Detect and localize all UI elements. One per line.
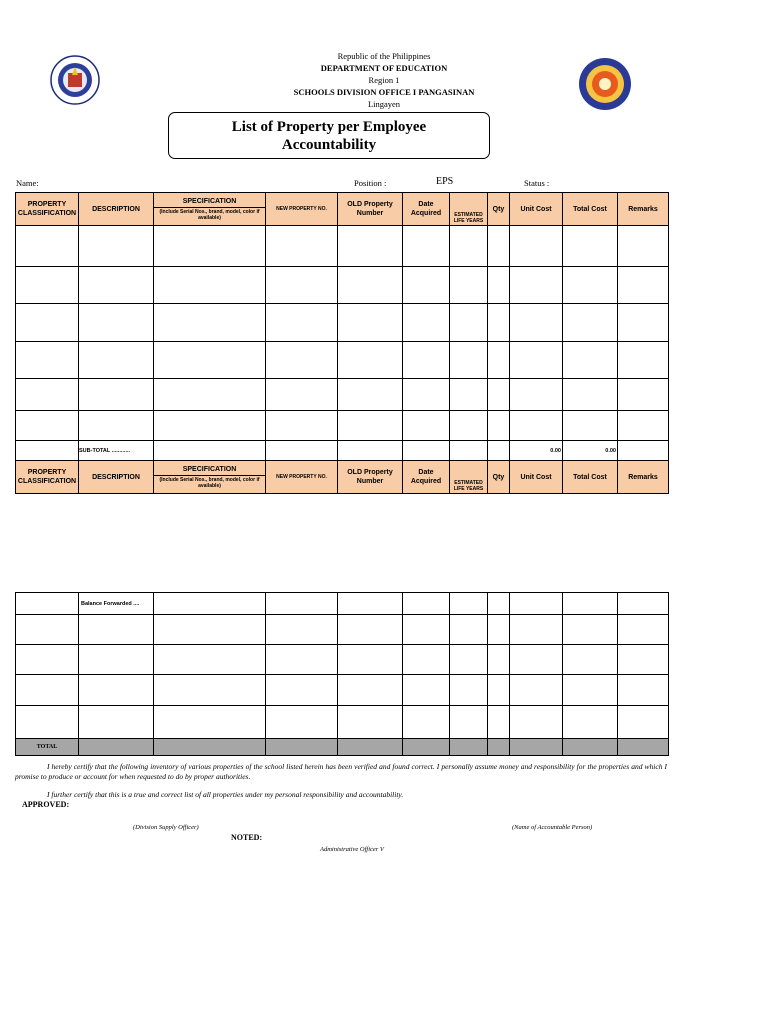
noted-label: NOTED: <box>231 833 263 842</box>
accountable-person-caption: (Name of Accountable Person) <box>512 824 593 831</box>
balance-forwarded-row <box>16 593 669 615</box>
subtotal-unit-cost: 0.00 <box>510 441 563 461</box>
col-estimated-life: ESTIMATED LIFE YEARS <box>450 461 488 494</box>
title-line-2: Accountability <box>281 137 377 153</box>
certification-paragraph-2 <box>15 790 667 800</box>
name-label: Name: <box>16 178 39 188</box>
table-header-row <box>16 193 669 226</box>
table-header-row-repeat <box>16 461 669 494</box>
certification-text-1: I hereby certify that the following inventory of various properties of the school listed herein has been verified and found correct. I personally assume money and responsibility for the properties and which I promise to produce or account for when requested to do by proper authorities. <box>15 762 667 781</box>
table-row <box>16 267 669 304</box>
table-row <box>16 706 669 739</box>
col-estimated-life: ESTIMATED LIFE YEARS <box>450 193 488 226</box>
col-remarks: Remarks <box>618 461 669 494</box>
title-line-1: List of Property per Employee <box>231 119 427 135</box>
col-unit-cost: Unit Cost <box>510 461 563 494</box>
header-region: Region 1 <box>368 75 400 85</box>
col-new-property-no: NEW PROPERTY NO. <box>266 461 338 494</box>
specification-label: SPECIFICATION <box>154 464 265 476</box>
total-row <box>16 739 669 756</box>
col-specification <box>154 461 266 494</box>
specification-label: SPECIFICATION <box>154 196 265 208</box>
table-row <box>16 379 669 411</box>
col-specification <box>154 193 266 226</box>
header-department: DEPARTMENT OF EDUCATION <box>320 63 448 73</box>
total-label: TOTAL <box>16 739 79 756</box>
status-label: Status : <box>524 178 550 188</box>
subtotal-row <box>16 441 669 461</box>
table-row <box>16 304 669 342</box>
certification-text-2: I further certify that this is a true and correct list of all properties under my personal responsibility and accountability. <box>47 790 404 799</box>
col-unit-cost: Unit Cost <box>510 193 563 226</box>
col-property-classification: PROPERTY CLASSIFICATION <box>16 461 79 494</box>
continuation-table <box>15 592 669 756</box>
col-date-acquired: Date Acquired <box>403 461 450 494</box>
col-total-cost: Total Cost <box>563 461 618 494</box>
letterhead <box>0 50 768 110</box>
position-label: Position : <box>354 178 387 188</box>
table-row <box>16 675 669 706</box>
administrative-officer-caption: Administrative Officer V <box>320 846 384 853</box>
subtotal-label: SUB-TOTAL ............ <box>79 441 154 461</box>
division-supply-officer-caption: (Division Supply Officer) <box>133 824 199 831</box>
table-row <box>16 411 669 441</box>
col-new-property-no: NEW PROPERTY NO. <box>266 193 338 226</box>
col-description: DESCRIPTION <box>79 461 154 494</box>
col-old-property-number: OLD Property Number <box>338 193 403 226</box>
header-republic: Republic of the Philippines <box>337 51 431 61</box>
balance-forwarded-label: Balance Forwarded .... <box>79 593 154 615</box>
table-row <box>16 615 669 645</box>
header-division-office: SCHOOLS DIVISION OFFICE I PANGASINAN <box>293 87 475 97</box>
col-total-cost: Total Cost <box>563 193 618 226</box>
col-description: DESCRIPTION <box>79 193 154 226</box>
subtotal-total-cost: 0.00 <box>563 441 618 461</box>
col-property-classification: PROPERTY CLASSIFICATION <box>16 193 79 226</box>
col-date-acquired: Date Acquired <box>403 193 450 226</box>
property-table <box>15 192 669 494</box>
table-row <box>16 342 669 379</box>
certification-paragraph-1 <box>15 762 667 782</box>
table-row <box>16 645 669 675</box>
col-old-property-number: OLD Property Number <box>338 461 403 494</box>
table-row <box>16 226 669 267</box>
position-value: EPS <box>436 176 454 187</box>
specification-note: (Include Serial Nos., brand, model, color if available) <box>159 477 260 489</box>
form-title <box>168 112 490 159</box>
specification-note: (Include Serial Nos., brand, model, color if available) <box>159 209 260 221</box>
col-qty: Qty <box>488 461 510 494</box>
approved-label: APPROVED: <box>22 800 70 809</box>
col-remarks: Remarks <box>618 193 669 226</box>
header-city: Lingayen <box>367 99 401 109</box>
col-qty: Qty <box>488 193 510 226</box>
